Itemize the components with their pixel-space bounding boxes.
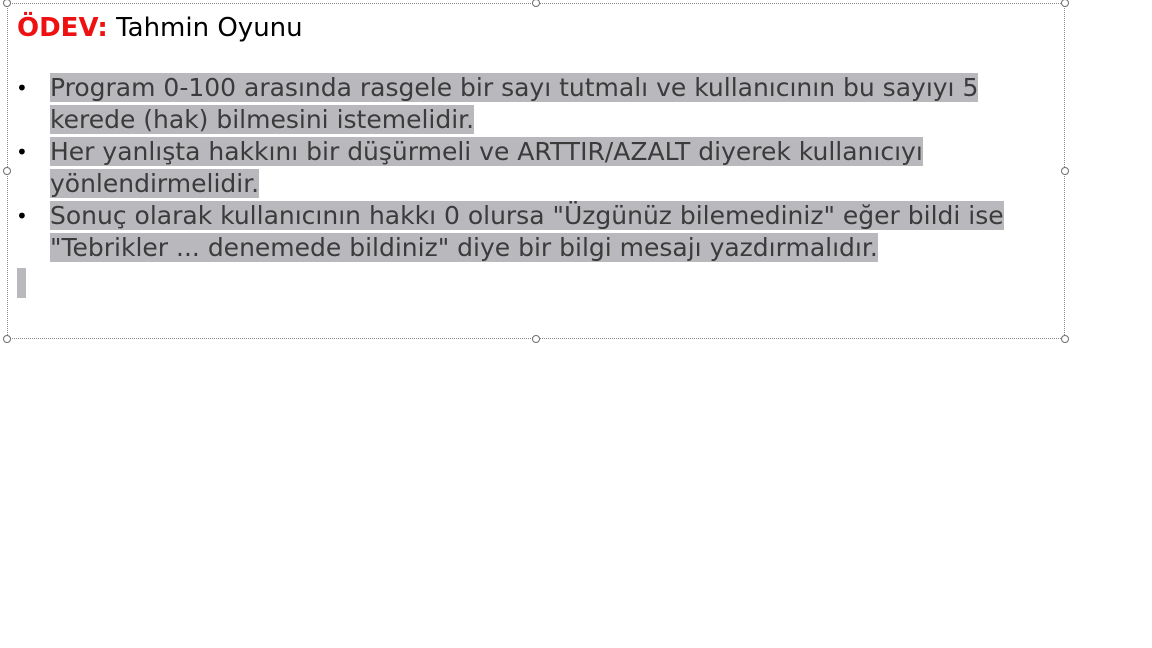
- bullet-dot-icon: •: [16, 76, 28, 100]
- bullet-text: Program 0-100 arasında rasgele bir sayı tutmalı ve kullanıcının bu sayıyı 5 kerede (hak) bilmesini istemelidir.: [50, 73, 979, 134]
- resize-handle-bottom-left[interactable]: [3, 335, 11, 343]
- assignment-title: Tahmin Oyunu: [116, 13, 303, 43]
- bullet-text: Sonuç olarak kullanıcının hakkı 0 olursa "Üzgünüz bilemediniz" eğer bildi ise "Tebrikler ... denemede bildiniz" diye bir bilgi mesajı yazdırmalıdır.: [50, 201, 1004, 262]
- bullet-item[interactable]: [8, 136, 1050, 200]
- assignment-label: ÖDEV:: [17, 13, 108, 43]
- resize-handle-middle-right[interactable]: [1061, 167, 1069, 175]
- resize-handle-top-middle[interactable]: [532, 0, 540, 7]
- resize-handle-top-right[interactable]: [1061, 0, 1069, 7]
- resize-handle-top-left[interactable]: [3, 0, 11, 7]
- bullet-dot-icon: •: [16, 140, 28, 164]
- bullet-dot-icon: •: [16, 204, 28, 228]
- bullet-item[interactable]: [8, 200, 1050, 264]
- bullet-text: Her yanlışta hakkını bir düşürmeli ve ARTTIR/AZALT diyerek kullanıcıyı yönlendirmelidir.: [50, 137, 923, 198]
- text-box[interactable]: [7, 3, 1065, 339]
- empty-line-selection: [17, 268, 26, 298]
- resize-handle-bottom-right[interactable]: [1061, 335, 1069, 343]
- assignment-heading: [17, 11, 303, 45]
- bullet-list: [8, 72, 1050, 264]
- bullet-item[interactable]: [8, 72, 1050, 136]
- resize-handle-bottom-middle[interactable]: [532, 335, 540, 343]
